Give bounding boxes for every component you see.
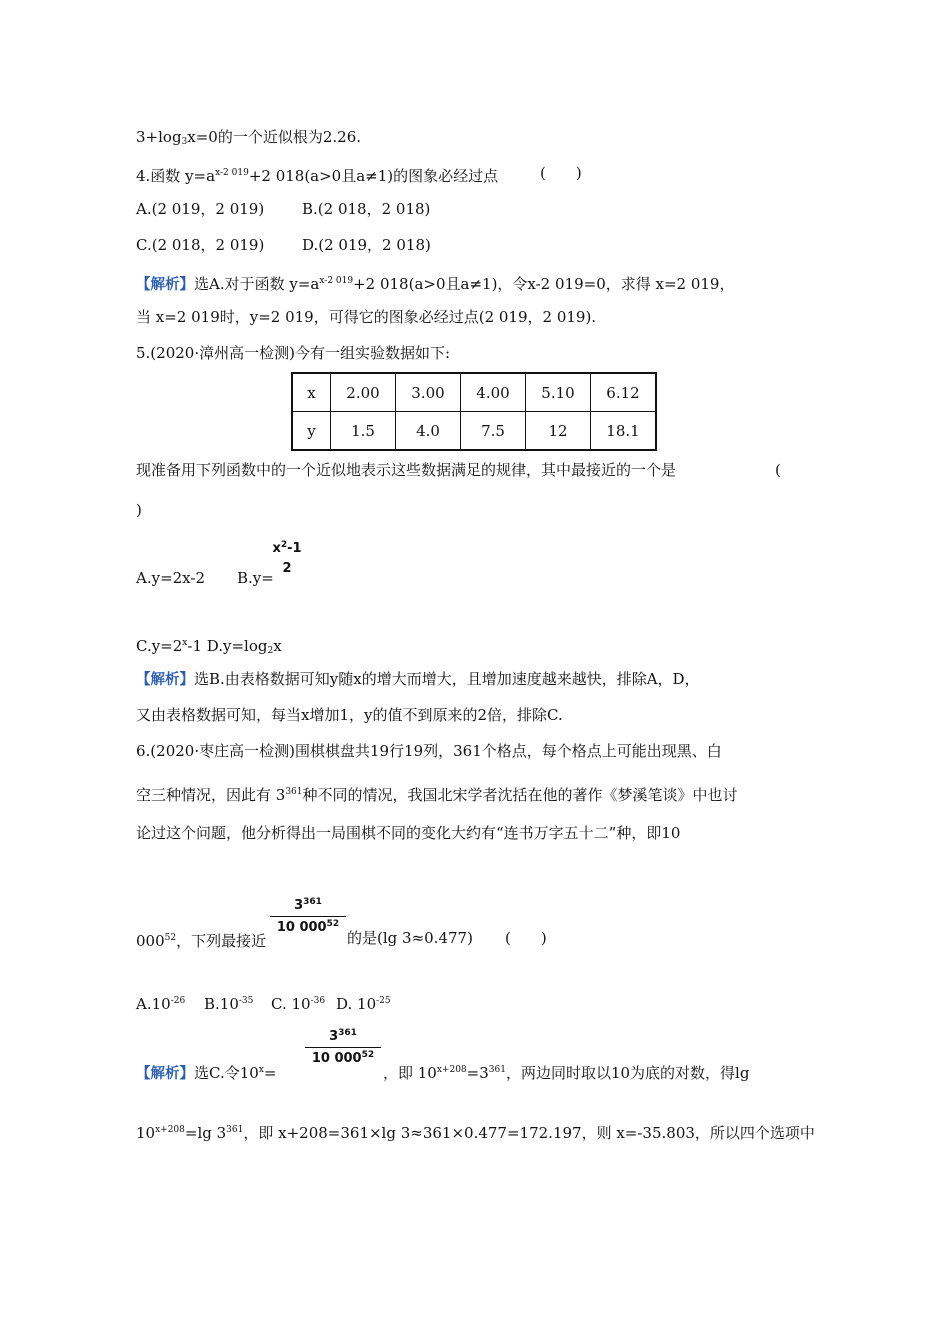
question-5-paren-open: ( — [775, 461, 781, 479]
question-4-option-b: B.(2 018，2 018) — [302, 200, 431, 218]
question-5-paren-close: ) — [136, 501, 142, 519]
analysis-tag: 【解析】 — [136, 672, 194, 688]
question-4-option-a: A.(2 019，2 019) — [136, 200, 265, 218]
table-cell: 5.10 — [526, 373, 591, 412]
question-6-line-3: 论过这个问题，他分析得出一局围棋不同的变化大约有“连书万字五十二”种，即10 — [136, 824, 681, 842]
table-cell: 18.1 — [591, 412, 657, 451]
answer-4-line-2: 当 x=2 019时，y=2 019，可得它的图象必经过点(2 019，2 019). — [136, 308, 597, 326]
data-table — [291, 372, 657, 451]
question-6-option-d: D. $10^{-25}$ — [336, 995, 391, 1013]
table-cell: 2.00 — [331, 373, 396, 412]
question-6-option-c: C. $10^{-36}$ — [271, 995, 326, 1013]
answer-6-line-1b: ，即 $10^{x+208}=3^{361}$，两边同时取以10为底的对数，得lg — [383, 1064, 750, 1082]
question-4-option-d: D.(2 019，2 018) — [302, 236, 431, 254]
table-cell: 3.00 — [396, 373, 461, 412]
question-4-paren: ( ) — [540, 164, 582, 182]
fraction-option-b: $x^2-1$ 2 — [272, 540, 302, 576]
question-6-line-4a: $000^{52}$，下列最接近 — [136, 932, 267, 950]
question-5-stem: 5.(2020·漳州高一检测)今有一组实验数据如下: — [136, 344, 451, 362]
question-6-paren: ( ) — [505, 929, 547, 947]
answer-6-line-1a: 【解析】选C.令$10^x=$ — [136, 1064, 277, 1082]
fraction-3-361-over-10000-52: $3^{361}$ 10 $000^{52}$ — [270, 897, 346, 935]
question-5-option-b: B.y= — [237, 569, 274, 587]
answer-5-line-1: 【解析】选B.由表格数据可知y随x的增大而增大，且增加速度越来越快，排除A，D， — [136, 670, 700, 688]
question-6-line-1: 6.(2020·枣庄高一检测)围棋棋盘共19行19列，361个格点，每个格点上可能出现黑、白 — [136, 742, 722, 760]
question-5-options-cd: $C.y=2^x-1$ $D.y=\log_2x$ — [136, 637, 282, 656]
answer-5-line-2: 又由表格数据可知，每当x增加1，y的值不到原来的2倍，排除C. — [136, 706, 563, 724]
table-row — [292, 373, 656, 412]
question-6-option-a: $A.10^{-26}$ — [136, 995, 186, 1013]
answer-6-line-2: $10^{x+208}=\lg$ $3^{361}$，即 x+208=361×lg 3≈361×0.477=172.197，则 x=-35.803，所以四个选项中 — [136, 1124, 815, 1142]
answer-4-line-1: 【解析】选A.对于函数 $y=a^{x-2 019}+2$ 018(a>0且a≠1)，令x-2 019=0，求得 x=2 019， — [136, 275, 735, 293]
question-5-option-a: A.y=2x-2 — [136, 569, 205, 587]
table-header-cell: x — [292, 373, 331, 412]
table-cell: 1.5 — [331, 412, 396, 451]
question-5-line-2: 现准备用下列函数中的一个近似地表示这些数据满足的规律，其中最接近的一个是 — [136, 461, 677, 479]
table-row — [292, 412, 656, 451]
question-6-line-4c: 的是(lg 3≈0.477) — [347, 929, 473, 947]
table-cell: 7.5 — [461, 412, 526, 451]
table-cell: 4.00 — [461, 373, 526, 412]
text-line-root: $3+\log_3x=0$的一个近似根为2.26. — [136, 128, 362, 147]
question-6-option-b: $B.10^{-35}$ — [204, 995, 254, 1013]
analysis-tag: 【解析】 — [136, 1066, 194, 1082]
question-4-option-c: C.(2 018，2 019) — [136, 236, 265, 254]
table-cell: 4.0 — [396, 412, 461, 451]
fraction-answer-6: $3^{361}$ 10 $000^{52}$ — [305, 1028, 381, 1066]
question-6-line-2: 空三种情况，因此有 $3^{361}$种不同的情况，我国北宋学者沈括在他的著作《梦溪笔谈》中也讨 — [136, 786, 738, 804]
table-header-cell: y — [292, 412, 331, 451]
analysis-tag: 【解析】 — [136, 277, 194, 293]
table-cell: 12 — [526, 412, 591, 451]
table-cell: 6.12 — [591, 373, 657, 412]
question-4-stem: 4.函数 $y=a^{x-2 019}+2$ 018(a>0且a≠1)的图象必经过点 — [136, 167, 499, 185]
